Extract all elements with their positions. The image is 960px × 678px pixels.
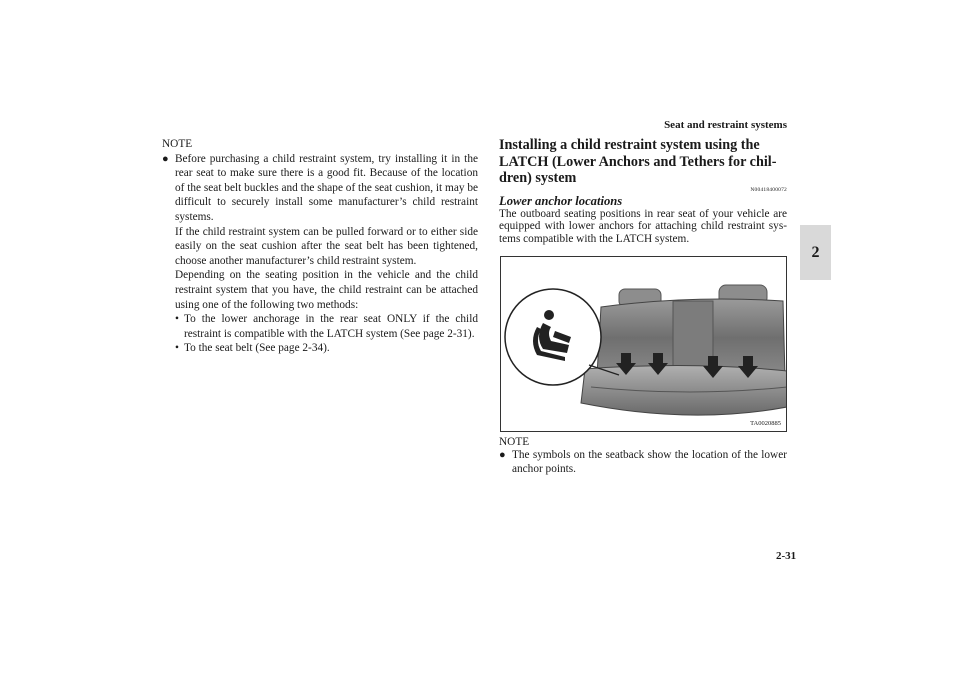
- small-bullet-icon: •: [175, 342, 179, 355]
- section-title: Installing a child restraint system using the LATCH (Lower Anchors and Tethers for chil-dren) system: [499, 137, 777, 186]
- note-bullet: [499, 449, 787, 476]
- note-bullet: [162, 152, 478, 356]
- latch-section: [499, 137, 787, 246]
- rear-seat-illustration: [501, 257, 787, 432]
- note-title: NOTE: [499, 436, 530, 448]
- sub-heading: Lower anchor locations: [499, 193, 623, 208]
- bullet-dot-icon: ●: [499, 449, 506, 462]
- figure-code: TA0020885: [750, 420, 781, 427]
- chapter-tab: 2: [800, 225, 831, 280]
- note-title: NOTE: [162, 138, 193, 150]
- reference-code: N00418400072: [750, 186, 787, 193]
- page-number: 2-31: [776, 550, 797, 562]
- section-header: Seat and restraint systems: [664, 119, 787, 131]
- right-note: [499, 436, 787, 476]
- rear-seat-figure: [500, 256, 787, 432]
- note-paragraph-2: If the child restraint system can be pulled forward or to either side easily on the seat cushion after the seat belt has been tightened, choose another manufacturer’s child restraint system.: [175, 225, 478, 267]
- left-note: [162, 137, 478, 356]
- method-item-1: • To the lower anchorage in the rear seat ONLY if the child restraint is compatible with the LATCH system (See page 2-31).: [175, 313, 478, 340]
- small-bullet-icon: •: [175, 313, 179, 326]
- note-paragraph-3: Depending on the seating position in the vehicle and the child restraint system that you have, the child restraint can be attached using one of the following two methods:: [175, 269, 478, 311]
- note-text: The symbols on the seatback show the location of the lower anchor points.: [512, 449, 787, 475]
- note-paragraph-1: Before purchasing a child restraint system, try installing it in the rear seat to make sure there is a good fit. Because of the location of the seat belt buckles and the shape of the seat cushion, it may be difficult to securely install some manufacturer’s child restraint systems.: [175, 152, 478, 223]
- bullet-dot-icon: ●: [162, 152, 169, 165]
- method-item-2: • To the seat belt (See page 2-34).: [175, 342, 330, 355]
- section-body: The outboard seating positions in rear seat of your vehicle are equipped with lower anchors for attaching child restraint sys-tems compatible with the LATCH system.: [499, 207, 787, 246]
